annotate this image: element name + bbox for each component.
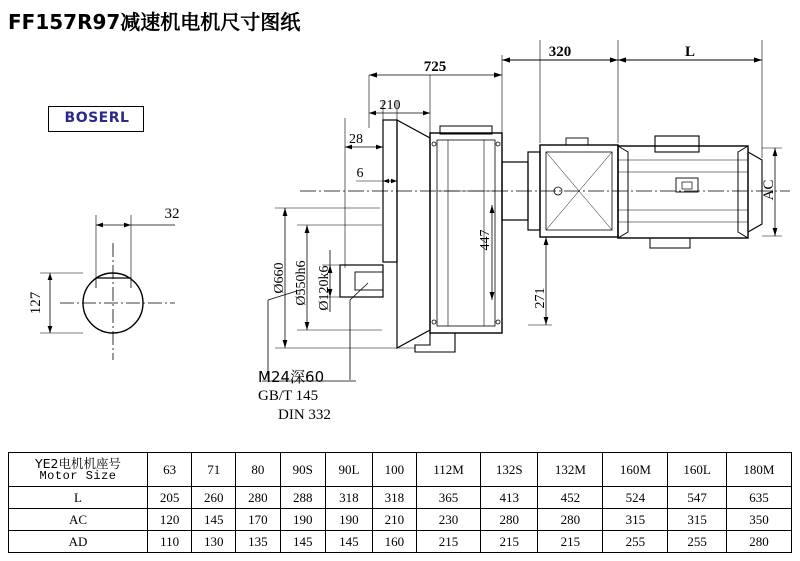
table-cell: 215	[538, 531, 603, 553]
label-32: 32	[164, 206, 180, 222]
label-127: 127	[28, 291, 44, 315]
note-line-2: GB/T 145	[258, 388, 319, 404]
table-cell: 145	[280, 531, 326, 553]
label-447: 447	[478, 229, 493, 251]
label-550h6: Ø550h6	[294, 260, 309, 306]
table-cell: 524	[603, 487, 668, 509]
table-cell: 205	[148, 487, 192, 509]
logo-text: BOSERL	[64, 110, 130, 126]
gearbox-flange	[340, 120, 430, 348]
gearbox-body	[430, 126, 502, 333]
table-cell: 135	[236, 531, 280, 553]
table-cell: 160	[372, 531, 416, 553]
motor-adapter	[540, 138, 618, 237]
table-col-header: 160M	[603, 453, 668, 487]
motor-body	[618, 136, 762, 248]
dim-271	[544, 237, 549, 325]
table-cell: 215	[481, 531, 538, 553]
label-120k6: Ø120k6	[317, 265, 332, 311]
spec-table-wrap	[8, 452, 792, 553]
table-cell: 145	[326, 531, 373, 553]
label-L: L	[684, 44, 696, 60]
table-cell: 365	[416, 487, 480, 509]
label-28: 28	[349, 132, 363, 147]
table-cell: 120	[148, 509, 192, 531]
label-660: Ø660	[272, 262, 287, 294]
table-row	[9, 487, 792, 509]
centerline-left-view	[60, 243, 175, 360]
thread-note	[258, 368, 458, 425]
label-271: 271	[533, 287, 548, 309]
table-cell: 318	[326, 487, 373, 509]
table-col-header: 71	[192, 453, 236, 487]
table-cell: 230	[416, 509, 480, 531]
table-cell: 260	[192, 487, 236, 509]
table-col-header: 100	[372, 453, 416, 487]
table-cell: 215	[416, 531, 480, 553]
header-label-en: Motor Size	[39, 468, 117, 483]
table-col-header: 80	[236, 453, 280, 487]
table-cell: 635	[726, 487, 791, 509]
table-cell: 145	[192, 509, 236, 531]
extension-lines-top	[345, 40, 762, 268]
table-col-header: 180M	[726, 453, 791, 487]
table-col-header: 132S	[481, 453, 538, 487]
row-label-AC: AC	[9, 509, 148, 531]
row-label-L: L	[9, 487, 148, 509]
table-cell: 210	[372, 509, 416, 531]
row-label-AD: AD	[9, 531, 148, 553]
table-cell: 130	[192, 531, 236, 553]
table-header-row	[9, 453, 792, 487]
table-cell: 280	[538, 509, 603, 531]
table-cell: 110	[148, 531, 192, 553]
label-320: 320	[548, 44, 572, 60]
table-cell: 255	[668, 531, 727, 553]
table-cell: 170	[236, 509, 280, 531]
table-cell: 315	[668, 509, 727, 531]
table-cell: 190	[280, 509, 326, 531]
table-row	[9, 531, 792, 553]
table-col-header: 63	[148, 453, 192, 487]
label-6: 6	[356, 166, 364, 181]
table-cell: 255	[603, 531, 668, 553]
table-col-header: 90L	[326, 453, 373, 487]
table-col-header: 90S	[280, 453, 326, 487]
header-label-cn: YE2电机机座号	[35, 455, 121, 471]
label-210: 210	[379, 98, 401, 113]
table-cell: 280	[726, 531, 791, 553]
leader-thread-note	[262, 283, 368, 381]
note-line-1: M24深60	[258, 368, 325, 386]
table-cell: 315	[603, 509, 668, 531]
table-cell: 190	[326, 509, 373, 531]
table-row	[9, 509, 792, 531]
table-cell: 280	[481, 509, 538, 531]
table-cell: 288	[280, 487, 326, 509]
gearbox-foot	[415, 333, 455, 352]
label-725: 725	[423, 59, 447, 75]
table-cell: 547	[668, 487, 727, 509]
table-col-header: 160L	[668, 453, 727, 487]
table-cell: 280	[236, 487, 280, 509]
label-AC: AC	[761, 179, 777, 201]
table-cell: 318	[372, 487, 416, 509]
table-header-rowlabel	[9, 453, 148, 487]
note-line-3: DIN 332	[278, 407, 331, 423]
table-cell: 413	[481, 487, 538, 509]
spec-table	[8, 452, 792, 553]
dim-32	[96, 215, 175, 278]
table-cell: 350	[726, 509, 791, 531]
table-cell: 452	[538, 487, 603, 509]
dim-447	[490, 205, 495, 300]
table-col-header: 112M	[416, 453, 480, 487]
table-col-header: 132M	[538, 453, 603, 487]
page-title: FF157R97减速机电机尺寸图纸	[8, 10, 301, 34]
